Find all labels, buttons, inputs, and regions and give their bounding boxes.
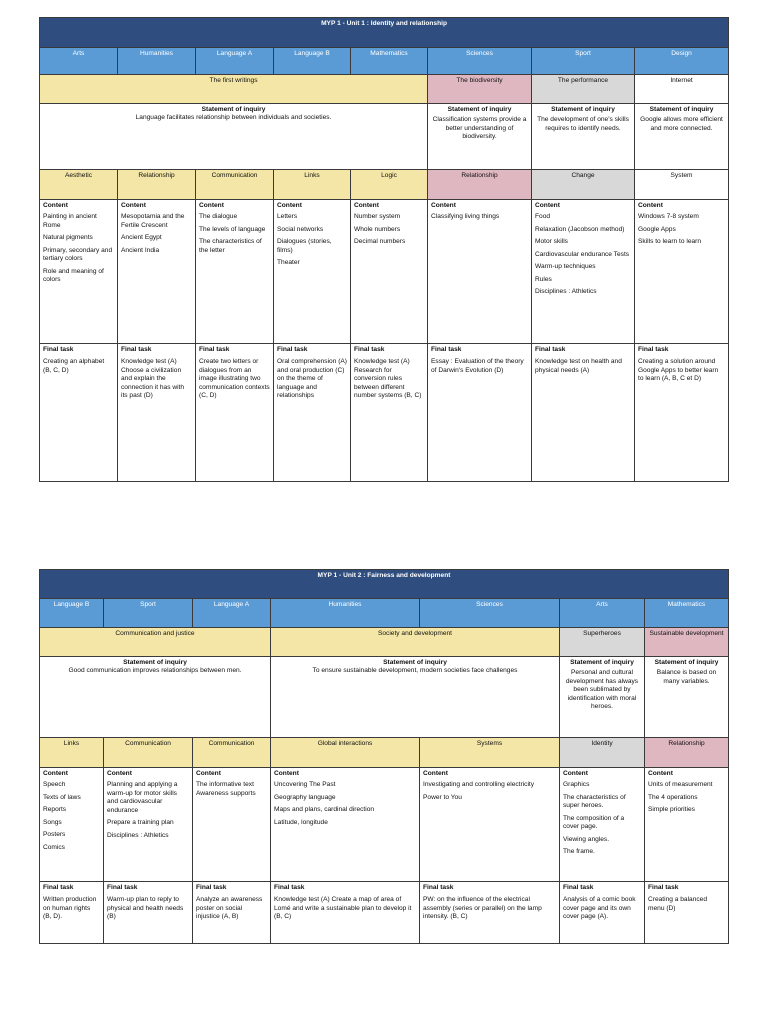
content-item: Relaxation (Jacobson method) <box>535 225 625 233</box>
unit1-concept: Change <box>532 170 635 200</box>
unit1-final-cell <box>532 344 635 482</box>
content-item: Songs <box>43 818 62 826</box>
unit1-concept: System <box>635 170 729 200</box>
statement-label: Statement of inquiry <box>649 106 714 113</box>
unit1-concept: Relationship <box>428 170 532 200</box>
content-label: Content <box>354 202 379 209</box>
final-task-label: Final task <box>43 346 74 353</box>
unit1-statement-shared <box>40 104 428 170</box>
content-label: Content <box>277 202 302 209</box>
unit2-subject: Arts <box>560 599 645 628</box>
final-task-text: Oral comprehension (A) and oral production (C) on the theme of language and relationships <box>277 358 347 400</box>
unit2-content-cell <box>560 768 645 882</box>
content-item: Google Apps <box>638 225 676 233</box>
unit2-concept: Links <box>40 738 104 768</box>
unit2-theme-arts: Superheroes <box>560 628 645 657</box>
statement-label: Statement of inquiry <box>383 659 447 666</box>
unit1-content-cell <box>532 200 635 344</box>
content-item: Number system <box>354 213 401 221</box>
content-item: Mesopotamia and the Fertile Crescent <box>121 213 185 229</box>
unit1-subject: Mathematics <box>351 48 428 75</box>
unit2-final-cell <box>40 882 104 944</box>
content-item: Painting in ancient Rome <box>43 213 97 229</box>
content-label: Content <box>431 202 456 209</box>
content-item: The frame. <box>563 848 595 856</box>
content-item: Decimal numbers <box>354 238 406 246</box>
unit2-final-cell <box>104 882 193 944</box>
content-item: Texts of laws <box>43 793 81 801</box>
content-item: Prepare a training plan <box>107 819 174 827</box>
content-item: Reports <box>43 806 67 814</box>
content-label: Content <box>638 202 663 209</box>
unit2-concept: Relationship <box>645 738 729 768</box>
unit1-subject: Language A <box>196 48 274 75</box>
unit1-concept: Links <box>274 170 351 200</box>
content-item: Viewing angles. <box>563 835 610 843</box>
statement-text: Language facilitates relationship between individuals and societies. <box>135 114 332 122</box>
unit1-final-cell <box>428 344 532 482</box>
final-task-text: Written production on human rights (B, D). <box>43 896 97 921</box>
final-task-label: Final task <box>431 346 462 353</box>
final-task-text: Analyze an awareness poster on social injustice (A, B) <box>196 896 263 921</box>
final-task-text: PW: on the influence of the electrical assembly (series or parallel) on the lamp intensity. (B, C) <box>423 896 542 921</box>
content-item: The composition of a cover page. <box>563 814 625 831</box>
unit1-subject: Design <box>635 48 729 75</box>
final-task-text: Essay : Evaluation of the theory of Darwin's Evolution (D) <box>431 358 524 374</box>
final-task-text: Warm-up plan to reply to physical and health needs (B) <box>107 896 184 921</box>
content-item: Graphics <box>563 781 590 789</box>
final-task-label: Final task <box>43 884 74 891</box>
unit2-final-cell <box>271 882 420 944</box>
final-task-text: Knowledge test on health and physical needs (A) <box>535 358 622 374</box>
content-label: Content <box>648 770 673 777</box>
unit1-content-cell <box>196 200 274 344</box>
unit2-statement-group2 <box>271 657 560 738</box>
unit2-subject: Sciences <box>420 599 560 628</box>
content-item: Theater <box>277 259 300 267</box>
unit1-content-cell <box>118 200 196 344</box>
content-item: Warm-up techniques <box>535 263 596 271</box>
unit2-concept: Identity <box>560 738 645 768</box>
content-label: Content <box>274 770 299 777</box>
unit2-concept: Communication <box>104 738 193 768</box>
content-item: Motor skills <box>535 238 568 246</box>
final-task-text: Knowledge test (A) Choose a civilization and explain the connection it has with its past (D) <box>121 358 185 400</box>
content-label: Content <box>196 770 221 777</box>
unit2-concept: Systems <box>420 738 560 768</box>
unit1-concept: Aesthetic <box>40 170 118 200</box>
unit1-final-cell <box>118 344 196 482</box>
content-item: Investigating and controlling electricity <box>423 781 535 789</box>
final-task-text: Analysis of a comic book cover page and its own cover page (A). <box>563 896 636 921</box>
content-item: Social networks <box>277 225 324 233</box>
statement-text: Balance is based on many variables. <box>656 669 717 685</box>
final-task-text: Creating a balanced menu (D) <box>648 896 708 912</box>
unit2-subject: Sport <box>104 599 193 628</box>
unit1-final-cell <box>196 344 274 482</box>
content-item: Maps and plans, cardinal direction <box>274 806 375 814</box>
content-item: The levels of language <box>199 225 266 233</box>
unit1-theme-sciences: The biodiversity <box>428 75 532 104</box>
content-label: Content <box>535 202 560 209</box>
statement-label: Statement of inquiry <box>551 106 615 113</box>
statement-text: Good communication improves relationships between men. <box>68 667 242 675</box>
unit1-content-cell <box>40 200 118 344</box>
content-item: Ancient Egypt <box>121 234 162 242</box>
content-label: Content <box>563 770 588 777</box>
content-item: Classifying living things <box>431 213 500 221</box>
final-task-label: Final task <box>199 346 230 353</box>
unit1-subject: Sciences <box>428 48 532 75</box>
final-task-text: Creating an alphabet (B, C, D) <box>43 358 105 374</box>
content-item: Cardiovascular endurance Tests <box>535 250 630 258</box>
unit1-concept: Relationship <box>118 170 196 200</box>
final-task-label: Final task <box>196 884 227 891</box>
statement-label: Statement of inquiry <box>654 659 719 666</box>
content-item: Windows 7-8 system <box>638 213 699 221</box>
final-task-text: Knowledge test (A) Research for conversion rules between different number systems (B, C) <box>354 358 422 400</box>
content-item: Comics <box>43 843 65 851</box>
final-task-label: Final task <box>648 884 679 891</box>
unit1-statement-sciences <box>428 104 532 170</box>
unit2-content-cell <box>40 768 104 882</box>
unit1-content-cell <box>274 200 351 344</box>
unit2-theme-group2: Society and development <box>271 628 560 657</box>
content-label: Content <box>199 202 224 209</box>
unit2-content-cell <box>271 768 420 882</box>
final-task-label: Final task <box>107 884 138 891</box>
content-item: Skills to learn to learn <box>638 238 702 246</box>
content-label: Content <box>43 770 68 777</box>
statement-text: Google allows more efficient and more connected. <box>640 116 723 132</box>
content-item: Natural pigments <box>43 234 93 242</box>
content-item: Letters <box>277 213 298 221</box>
content-item: The 4 operations <box>648 793 698 801</box>
final-task-text: Create two letters or dialogues from an image illustrating two communication contexts (C, D) <box>199 358 270 400</box>
unit1-statement-design <box>635 104 729 170</box>
unit1-concept: Logic <box>351 170 428 200</box>
unit2-concept: Global interactions <box>271 738 420 768</box>
unit2-concept: Communication <box>193 738 271 768</box>
unit1-final-cell <box>40 344 118 482</box>
unit1-final-cell <box>635 344 729 482</box>
content-label: Content <box>107 770 132 777</box>
unit1-subject: Humanities <box>118 48 196 75</box>
final-task-label: Final task <box>121 346 152 353</box>
unit2-theme-math: Sustainable development <box>645 628 729 657</box>
statement-text: Classification systems provide a better understanding of biodiversity. <box>432 116 527 141</box>
content-label: Content <box>43 202 68 209</box>
statement-text: To ensure sustainable development, modern societies face challenges <box>312 667 518 675</box>
unit1-theme-shared: The first writings <box>40 75 428 104</box>
content-item: The dialogue <box>199 213 238 221</box>
unit1-content-cell <box>635 200 729 344</box>
final-task-label: Final task <box>354 346 385 353</box>
unit1-content-cell <box>428 200 532 344</box>
content-item: Simple priorities <box>648 806 695 814</box>
unit1-concept: Communication <box>196 170 274 200</box>
statement-label: Statement of inquiry <box>447 106 512 113</box>
unit1-statement-sport <box>532 104 635 170</box>
content-item: The characteristics of super heroes. <box>563 793 626 810</box>
unit2-content-cell <box>645 768 729 882</box>
unit2-theme-group1: Communication and justice <box>40 628 271 657</box>
content-item: Uncovering The Past <box>274 781 336 789</box>
statement-text: Personal and cultural development has always been sublimated by identification with moral heroes. <box>565 669 639 711</box>
content-item: Speech <box>43 781 66 789</box>
content-item: Latitude, longitude <box>274 818 328 826</box>
unit2-content-cell <box>420 768 560 882</box>
content-item: Power to You <box>423 793 462 801</box>
unit2-final-cell <box>645 882 729 944</box>
final-task-label: Final task <box>423 884 454 891</box>
content-item: Disciplines : Athletics <box>107 831 169 839</box>
unit2-subject: Language A <box>193 599 271 628</box>
unit2-final-cell <box>420 882 560 944</box>
unit2-table <box>39 569 729 944</box>
unit1-subject: Arts <box>40 48 118 75</box>
unit1-theme-sport: The performance <box>532 75 635 104</box>
content-item: Disciplines : Athletics <box>535 288 597 296</box>
unit2-subject: Language B <box>40 599 104 628</box>
statement-label: Statement of inquiry <box>201 106 266 113</box>
unit2-subject: Humanities <box>271 599 420 628</box>
content-item: Whole numbers <box>354 225 401 233</box>
unit2-content-cell <box>193 768 271 882</box>
unit1-final-cell <box>274 344 351 482</box>
content-item: Rules <box>535 275 552 283</box>
content-item: Food <box>535 213 551 221</box>
unit2-statement-math <box>645 657 729 738</box>
unit1-theme-design: Internet <box>635 75 729 104</box>
unit2-final-cell <box>560 882 645 944</box>
final-task-text: Creating a solution around Google Apps to better learn to learn (A, B, C et D) <box>638 358 719 383</box>
unit1-table <box>39 17 729 482</box>
unit2-statement-group1 <box>40 657 271 738</box>
content-item: Geography language <box>274 793 336 801</box>
unit2-title: MYP 1 - Unit 2 : Fairness and development <box>40 570 729 599</box>
content-item: The informative text Awareness supports <box>196 781 256 797</box>
content-label: Content <box>423 770 448 777</box>
content-item: The characteristics of the letter <box>199 238 262 254</box>
unit2-content-cell <box>104 768 193 882</box>
statement-text: The development of one's skills requires to identify needs. <box>537 116 629 132</box>
content-item: Posters <box>43 831 66 839</box>
unit1-title: MYP 1 - Unit 1 : Identity and relationship <box>40 18 729 48</box>
content-item: Units of measurement <box>648 781 713 789</box>
final-task-label: Final task <box>563 884 594 891</box>
unit1-subject: Language B <box>274 48 351 75</box>
unit1-final-cell <box>351 344 428 482</box>
statement-label: Statement of inquiry <box>123 659 187 666</box>
unit2-final-cell <box>193 882 271 944</box>
final-task-label: Final task <box>535 346 566 353</box>
content-item: Primary, secondary and tertiary colors <box>43 246 113 263</box>
unit2-subject: Mathematics <box>645 599 729 628</box>
content-label: Content <box>121 202 146 209</box>
content-item: Planning and applying a warm-up for motor skills and cardiovascular endurance <box>107 781 178 814</box>
unit1-subject: Sport <box>532 48 635 75</box>
statement-label: Statement of inquiry <box>570 659 634 666</box>
final-task-label: Final task <box>274 884 305 891</box>
final-task-label: Final task <box>277 346 308 353</box>
unit1-content-cell <box>351 200 428 344</box>
unit2-statement-arts <box>560 657 645 738</box>
content-item: Dialogues (stories, films) <box>277 238 332 254</box>
content-item: Role and meaning of colors <box>43 267 104 284</box>
final-task-label: Final task <box>638 346 669 353</box>
content-item: Ancient India <box>121 246 160 254</box>
final-task-text: Knowledge test (A) Create a map of area of Lomé and write a sustainable plan to develop it (B, C) <box>274 896 412 921</box>
